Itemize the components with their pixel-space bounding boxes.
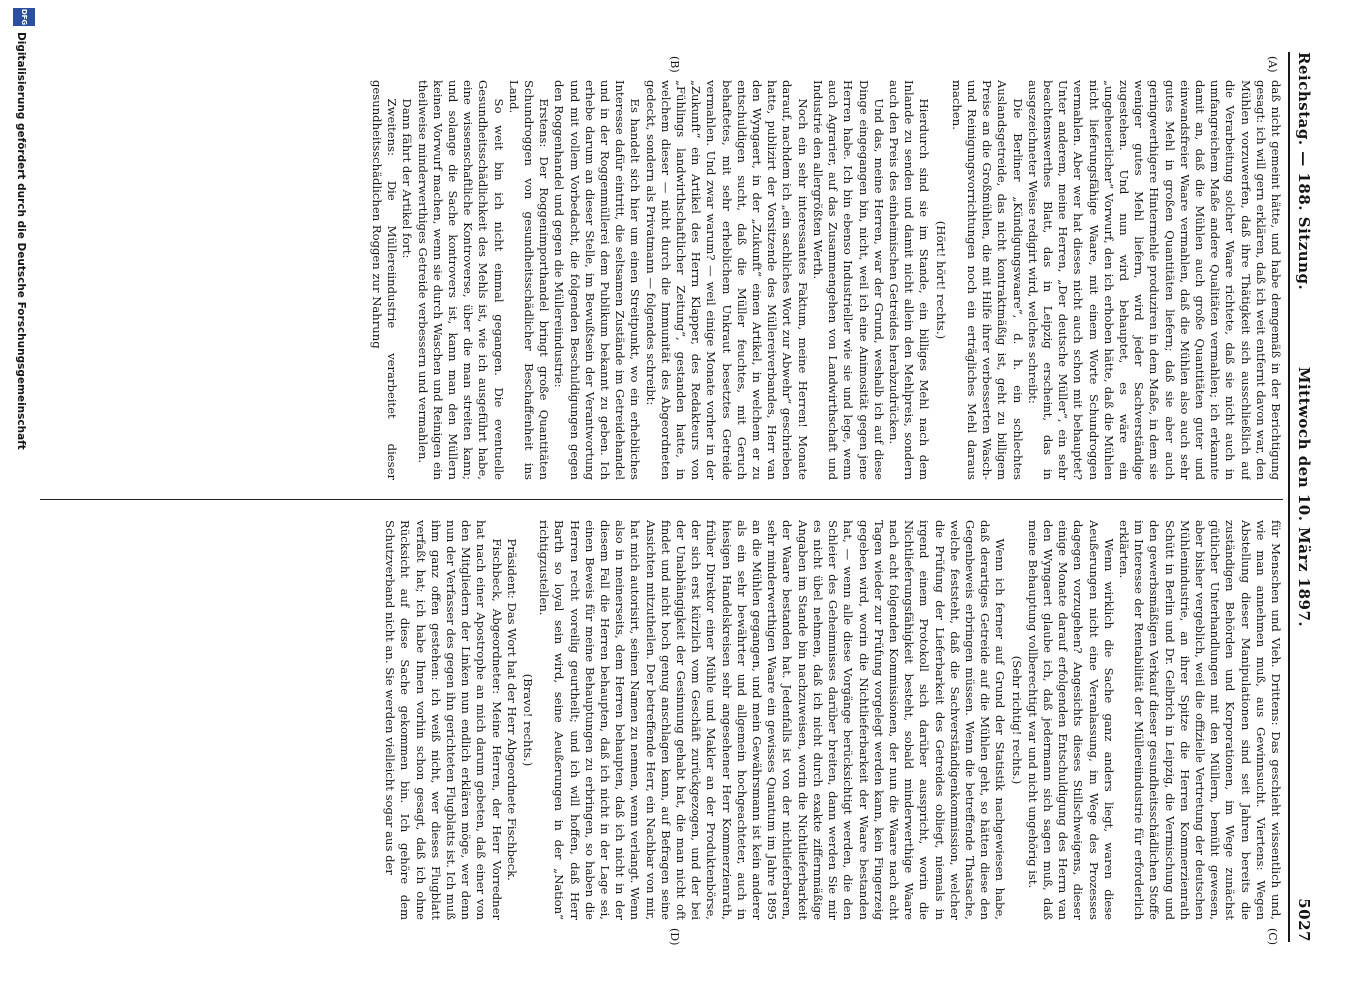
paragraph: Wenn wirklich die Sache ganz anders liegt, waren diese Aeußerungen nicht eine Veranlassung, im Wege des Prozesses dagegen vorzugehen? Angesichts dieses Stillschweigens, dieser einige Monate darauf erfolgenden Entschuldigung des Herrn van den Wyngaert glaube ich, daß jedermann sich sagen muß, daß meine Behauptung vollberechtigt war und nicht ungehörig ist. bbox=[1025, 520, 1116, 920]
paragraph: Und das, meine Herren, war der Grund, weshalb ich auf diese Dinge eingegangen bin, nicht, weil ich eine Animosität gegen jene Herren habe. Ich bin ebenso Industrieller wie sie und lege, wenn auch Agrarier, auf das Zusammengehen von Landwirthschaft und Industrie den allergrößten Werth. bbox=[810, 80, 886, 480]
paragraph: Wenn ich ferner auf Grund der Statistik nachgewiesen habe, daß derartiges Getreide auf die Mühlen geht, so hätten diese den Gegenbeweis erbringen müssen. Wenn die betreffende Thatsache, welche feststeht, daß die Sachverständigenkommission, welcher die Prüfung der Lieferbarkeit des Getreides obliegt, niemals in irgend einem Protokoll sich darüber ausspricht, worin die Nichtlieferungsfähigkeit besteht, sobald minderwerthige Waare nach acht folgenden Kommissionen, der nun die Waare nach acht Tagen wieder zur Prüfung vorgelegt werden kann, kein Fingerzeig gegeben wird, worin die Nichtlieferbarkeit der Waare bestanden hat, — wenn alle diese Vorgänge berücksichtigt werden, die den Schleier des Geheimnisses darüber breiten, dann werden Sie mir es nicht übel nehmen, daß ich nicht durch exakte ziffernmäßige Angaben im Stande bin nachzuweisen, worin die Nichtlieferbarkeit der Waare bestanden hat. Jedenfalls ist von der nichtlieferbaren, sehr minderwerthigen Waare ein gewisses Quantum im Jahre 1895 an die Mühlen gegangen, und mein Gewährsmann ist kein anderer als ein sehr bewährter und allgemein hochgeachteter, auch in hiesigen Handelskreisen sehr angesehener Herr Kommerzienrath, früher Direktor einer Mühle und Makler an der Produktenbörse, der sich erst kürzlich vom Geschäft zurückgezogen, und der bei der Unabhängigkeit der Gesinnung gehabt hat, die man nicht oft findet und nicht hoch genug anschlagen kann, auf Befragen seine Ansichten mitzutheilen. Der betreffende Herr, ein Nachbar von mir, hat mich autorisirt, seinen Namen zu nennen, wenn verlangt. Wenn also in meinerseits, dem Herren behaupten, daß ich nicht in der diesem Fall die Herren behaupten, daß ich nicht in der Lage sei, einen Beweis für meine Behauptungen zu erbringen, so haben die Herren recht voreilig geurtheilt; und ich will hoffen, daß Herr Barth so loyal sein wird, seine Aeußerungen in der „Nation“ richtigzustellen. bbox=[537, 520, 1008, 920]
page-header bbox=[1289, 52, 1319, 942]
paragraph: Dann fährt der Artikel fort: bbox=[400, 98, 415, 259]
speaker-paragraph: Fischbeck, Abgeordneter: Meine Herren, der Herr Vorredner hat nach einer Apostrophe an mich darum gebeten, daß einer von den Mitgliedern der Linken nun endlich erklären möge, wer denn nun der Verfasser des gegen ihn gerichteten Flugblatts ist. Ich muß ihm ganz offen gestehen: ich weiß nicht, wer dieses Flugblatt verfaßt hat; ich habe Ihnen vorhin schon gesagt, daß ich ohne Rücksicht auf diese Sache gekommen bin. Ich gehöre dem Schutzverband nicht an. Sie werden vielleicht sogar aus der bbox=[383, 520, 504, 920]
header-rule bbox=[1288, 52, 1290, 942]
paragraph: daß nicht gemeint hätte, und habe demgemäß in der Berichtigung gesagt: ich will gern erklären, daß ich weit entfernt davon war, den Mühlen vorzuwerfen, daß ihre Thätigkeit sich ausschließlich auf die Verarbeitung solcher Waare richtete, daß sie nicht auch in umfangreichem Maße andere Qualitäten vermahlen; ich erkannte damit an, daß die Mühlen auch große Quantitäten guter und einwandsfreier Waare vermahlen, daß die Mühlen also auch sehr gutes Mehl in großen Quantitäten liefern; daß sie aber auch geringwerthigere Hintermehle produziren in dem Maße, in dem sie weniger gutes Mehl liefern, wird jeder Sachverständige zugestehen. Und nun wird behauptet, es wäre ein „ungeheuerlicher“ Vorwurf, den ich erhoben hätte, daß die Mühlen nicht lieferungsfähige Waare, mit einem Worte Schundroggen vermahlen. Aber wer hat dieses nicht auch schon mit behauptet? Unter anderem, meine Herren, „Der deutsche Müller“, ein sehr beachtenswerthes Blatt, das in Leipzig erscheint, das in ausgezeichneter Weise redigirt wird, welches schreibt: bbox=[1025, 80, 1283, 480]
margin-marker-a: (A) bbox=[1266, 56, 1279, 73]
interjection: (Sehr richtig! rechts.) bbox=[1009, 655, 1024, 785]
quote-paragraph: Erstens: Der Roggenimporthandel bringt große Quantitäten Schundroggen von gesundheitsschädlicher Beschaffenheit ins Land. bbox=[506, 80, 552, 480]
column-divider bbox=[40, 499, 1283, 500]
paragraph: Noch ein sehr interessantes Faktum, meine Herren! Monate darauf, nachdem ich „ein sachliches Wort zur Abwehr“ geschrieben hatte, publizirt der Vorsitzende des Müllereiverbandes, Herr van den Wyngaert, in der „Zukunft“ einen Artikel, in welchem er zu entschuldigen sucht, daß die Müller feuchtes, mit Geruch behaftetes, mit sehr erheblichem Unkraut besetztes Getreide vermahlen. Und zwar warum? — weil einige Monate vorher in der „Zukunft“ ein Artikel des Herrn Klapper, des Redakteurs von „Fühlings landwirthschaftlicher Zeitung“, gestanden hatte, in welchem dieser — nicht durch die Immunität des Abgeordneten gedeckt, sondern als Privatmann — folgendes schreibt: bbox=[643, 80, 810, 480]
interjection: (Hört! hört! rechts.) bbox=[933, 220, 948, 340]
quote-paragraph: für Menschen und Vieh. Drittens: Das geschieht wissentlich und, wie man annehmen muß, aus Gewinnsucht. Viertens: Wegen Abstellung dieser Manipulationen sind seit Jahren bereits die zuständigen Behörden und Korporationen, im Wege zunächst gütlicher Unterhandlungen mit den Müllern, bemüht gewesen, aber bisher vergeblich, weil die offizielle Vertretung der deutschen Mühlenindustrie, an ihrer Spitze die Herren Kommerzienrath Schütt in Berlin und Dr. Gelbrich in Leipzig, die Vermischung und den gewerbsmäßigen Verkauf dieser gesundheitsschädlichen Stoffe im Interesse der Rentabilität der Müllereiindustrie für erforderlich erklärten. bbox=[1116, 520, 1283, 920]
page-number: 5027 bbox=[1295, 898, 1313, 942]
header-session: Reichstag. — 188. Sitzung. bbox=[1295, 52, 1313, 291]
quote-paragraph: Zweitens: Die Müllereiindustrie verarbeitet dieser gesundheitsschädlichen Roggen zur Nahrung bbox=[370, 80, 400, 480]
header-date: Mittwoch den 10. März 1897. bbox=[1295, 366, 1313, 628]
margin-marker-c: (C) bbox=[1266, 928, 1279, 945]
paragraph: So weit bin ich nicht einmal gegangen. Die eventuelle Gesundheitsschädlichkeit des Mehls ist, wie ich ausgeführt habe, eine wissenschaftliche Kontroverse, über die man streiten kann; und solange die Sache kontrovers ist, kann man den Müllern keinen Vorwurf machen, wenn sie durch Waschen und Reinigen ein theilweise minderwerthiges Getreide verbessern und vermahlen. bbox=[415, 80, 506, 480]
quote-paragraph: Es handelt sich hier um einen Streitpunkt, wo ein erhebliches Interesse dafür eintritt, die seltsamen Zustände im Getreidehandel und in der Roggenmüllerei dem Publikum bekannt zu geben. Ich erhebe darum an dieser Stelle, im Bewußtsein der Verantwortung und mit vollem Vorbedacht, die folgenden Beschuldigungen gegen den Roggenhandel und gegen die Müllereiindustrie: bbox=[552, 80, 643, 480]
digitization-credit: Digitalisierung gefördert durch die Deutsche Forschungsgemeinschaft bbox=[15, 32, 27, 450]
interjection: (Bravo! rechts.) bbox=[521, 673, 536, 767]
margin-marker-d: (D) bbox=[668, 928, 681, 946]
left-column bbox=[44, 80, 1283, 480]
speaker-paragraph: Präsident: Das Wort hat der Herr Abgeordnete Fischbeck. bbox=[504, 538, 519, 881]
margin-marker-b: (B) bbox=[668, 56, 681, 73]
quote-paragraph: Die Berliner „Kündigungswaare“, d. h. ein schlechtes Auslandsgetreide, das nicht kontraktmäßig ist, geht zu billigem Preise an die Großmühlen, die mit Hilfe ihrer verbesserten Wasch- und Reinigungsvorrichtungen noch ein erträgliches Mehl daraus machen. bbox=[949, 80, 1025, 480]
right-column bbox=[44, 520, 1283, 920]
quote-paragraph: Hierdurch sind sie im Stande, ein billiges Mehl nach dem Inlande zu senden und damit nicht allein den Mehlpreis, sondern auch den Preis des einheimischen Getreides herabzudrücken. bbox=[886, 80, 932, 480]
dfg-logo: DFG bbox=[13, 8, 35, 26]
